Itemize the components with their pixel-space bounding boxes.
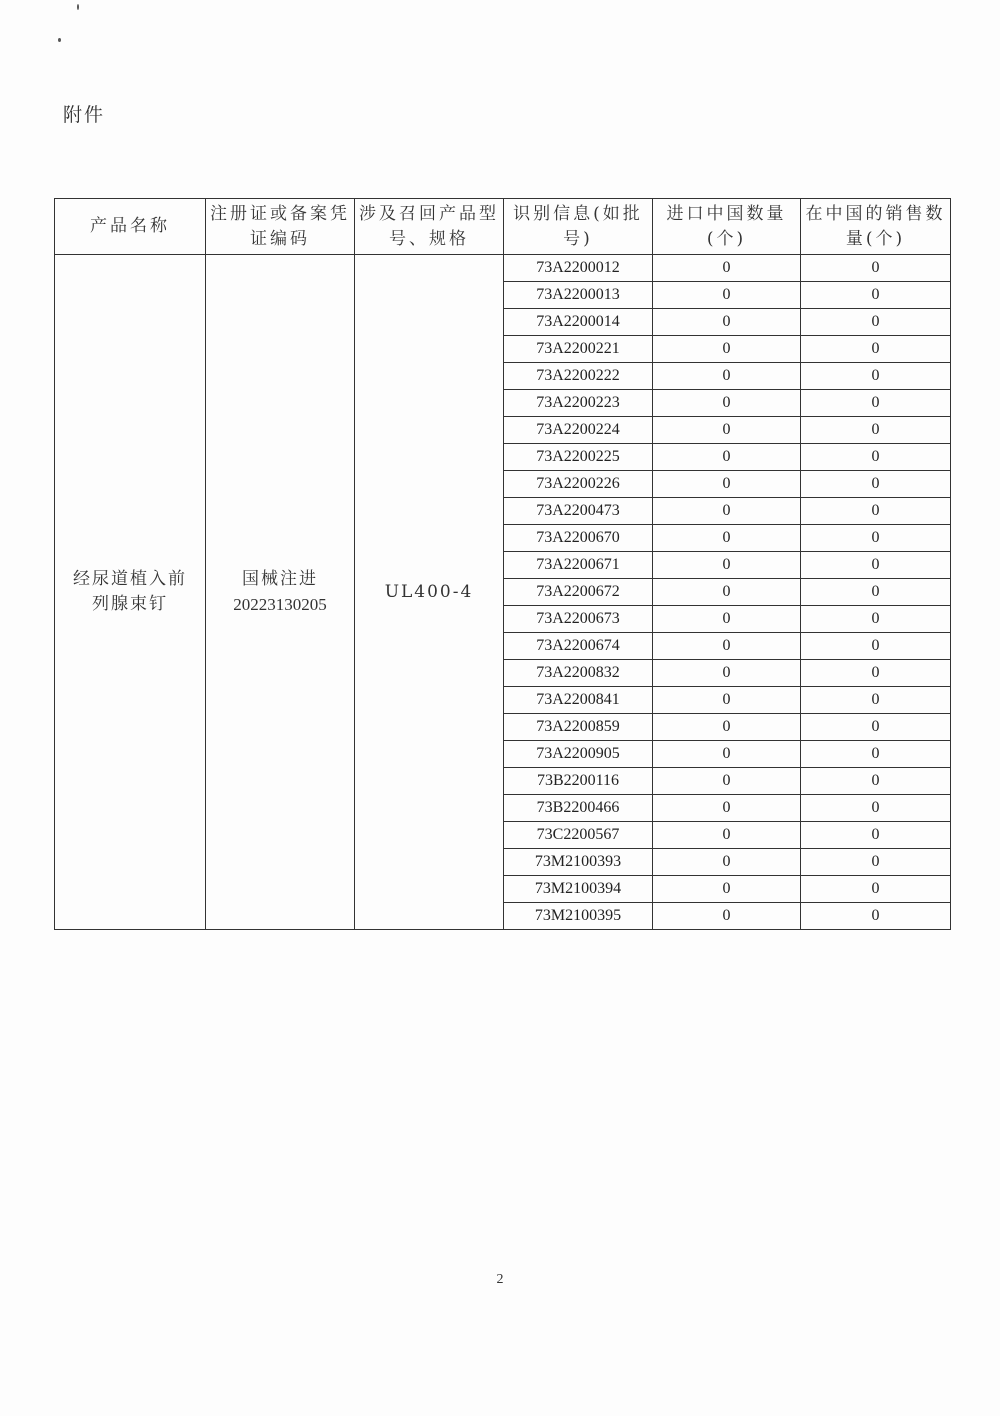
import-quantity-cell: 0: [653, 336, 801, 363]
sales-quantity-cell: 0: [801, 768, 951, 795]
batch-number-cell: 73A2200223: [504, 390, 653, 417]
import-quantity-cell: 0: [653, 795, 801, 822]
sales-quantity-cell: 0: [801, 687, 951, 714]
table-header-row: [55, 199, 951, 255]
sales-quantity-cell: 0: [801, 552, 951, 579]
batch-number-cell: 73A2200012: [504, 255, 653, 282]
batch-number-cell: 73A2200225: [504, 444, 653, 471]
import-quantity-cell: 0: [653, 849, 801, 876]
batch-number-cell: 73A2200841: [504, 687, 653, 714]
sales-quantity-cell: 0: [801, 417, 951, 444]
sales-quantity-cell: 0: [801, 363, 951, 390]
sales-quantity-cell: 0: [801, 795, 951, 822]
sales-quantity-cell: 0: [801, 660, 951, 687]
import-quantity-cell: 0: [653, 525, 801, 552]
header-model-spec: 涉及召回产品型号、规格: [355, 199, 504, 255]
header-import-quantity: 进口中国数量(个): [653, 199, 801, 255]
table-row: [55, 255, 951, 282]
sales-quantity-cell: 0: [801, 606, 951, 633]
batch-number-cell: 73M2100395: [504, 903, 653, 930]
header-registration-code: 注册证或备案凭证编码: [206, 199, 355, 255]
import-quantity-cell: 0: [653, 417, 801, 444]
batch-number-cell: 73A2200672: [504, 579, 653, 606]
import-quantity-cell: 0: [653, 255, 801, 282]
import-quantity-cell: 0: [653, 444, 801, 471]
sales-quantity-cell: 0: [801, 282, 951, 309]
sales-quantity-cell: 0: [801, 741, 951, 768]
import-quantity-cell: 0: [653, 606, 801, 633]
import-quantity-cell: 0: [653, 633, 801, 660]
batch-number-cell: 73A2200832: [504, 660, 653, 687]
import-quantity-cell: 0: [653, 768, 801, 795]
import-quantity-cell: 0: [653, 660, 801, 687]
batch-number-cell: 73B2200116: [504, 768, 653, 795]
import-quantity-cell: 0: [653, 498, 801, 525]
batch-number-cell: 73A2200671: [504, 552, 653, 579]
import-quantity-cell: 0: [653, 687, 801, 714]
header-identification-info: 识别信息(如批号): [504, 199, 653, 255]
batch-number-cell: 73M2100393: [504, 849, 653, 876]
scan-speck: [77, 4, 79, 10]
batch-number-cell: 73A2200222: [504, 363, 653, 390]
batch-number-cell: 73A2200014: [504, 309, 653, 336]
import-quantity-cell: 0: [653, 282, 801, 309]
scan-speck: [58, 38, 61, 42]
batch-number-cell: 73A2200224: [504, 417, 653, 444]
sales-quantity-cell: 0: [801, 903, 951, 930]
registration-code-label: 国械注进: [242, 569, 318, 589]
batch-number-cell: 73A2200226: [504, 471, 653, 498]
batch-number-cell: 73A2200670: [504, 525, 653, 552]
registration-code-number: 20223130205: [233, 595, 327, 614]
batch-number-cell: 73A2200013: [504, 282, 653, 309]
sales-quantity-cell: 0: [801, 714, 951, 741]
sales-quantity-cell: 0: [801, 525, 951, 552]
sales-quantity-cell: 0: [801, 849, 951, 876]
table-body: [55, 255, 951, 930]
sales-quantity-cell: 0: [801, 390, 951, 417]
import-quantity-cell: 0: [653, 714, 801, 741]
recall-table: [54, 198, 951, 930]
batch-number-cell: 73A2200473: [504, 498, 653, 525]
import-quantity-cell: 0: [653, 390, 801, 417]
model-spec-cell: UL400-4: [355, 255, 504, 930]
sales-quantity-cell: 0: [801, 633, 951, 660]
sales-quantity-cell: 0: [801, 471, 951, 498]
batch-number-cell: 73A2200221: [504, 336, 653, 363]
sales-quantity-cell: 0: [801, 579, 951, 606]
header-product-name: 产品名称: [55, 199, 206, 255]
sales-quantity-cell: 0: [801, 255, 951, 282]
import-quantity-cell: 0: [653, 471, 801, 498]
batch-number-cell: 73M2100394: [504, 876, 653, 903]
import-quantity-cell: 0: [653, 552, 801, 579]
import-quantity-cell: 0: [653, 363, 801, 390]
import-quantity-cell: 0: [653, 579, 801, 606]
registration-code-cell: [206, 255, 355, 930]
product-name-cell: 经尿道植入前列腺束钉: [55, 255, 206, 930]
import-quantity-cell: 0: [653, 876, 801, 903]
import-quantity-cell: 0: [653, 741, 801, 768]
batch-number-cell: 73A2200859: [504, 714, 653, 741]
import-quantity-cell: 0: [653, 903, 801, 930]
import-quantity-cell: 0: [653, 309, 801, 336]
sales-quantity-cell: 0: [801, 444, 951, 471]
batch-number-cell: 73B2200466: [504, 795, 653, 822]
sales-quantity-cell: 0: [801, 309, 951, 336]
batch-number-cell: 73A2200905: [504, 741, 653, 768]
batch-number-cell: 73A2200673: [504, 606, 653, 633]
header-sales-quantity: 在中国的销售数量(个): [801, 199, 951, 255]
import-quantity-cell: 0: [653, 822, 801, 849]
page-number: 2: [496, 1272, 504, 1287]
sales-quantity-cell: 0: [801, 336, 951, 363]
sales-quantity-cell: 0: [801, 876, 951, 903]
attachment-label: 附件: [63, 104, 106, 126]
sales-quantity-cell: 0: [801, 498, 951, 525]
batch-number-cell: 73C2200567: [504, 822, 653, 849]
batch-number-cell: 73A2200674: [504, 633, 653, 660]
sales-quantity-cell: 0: [801, 822, 951, 849]
